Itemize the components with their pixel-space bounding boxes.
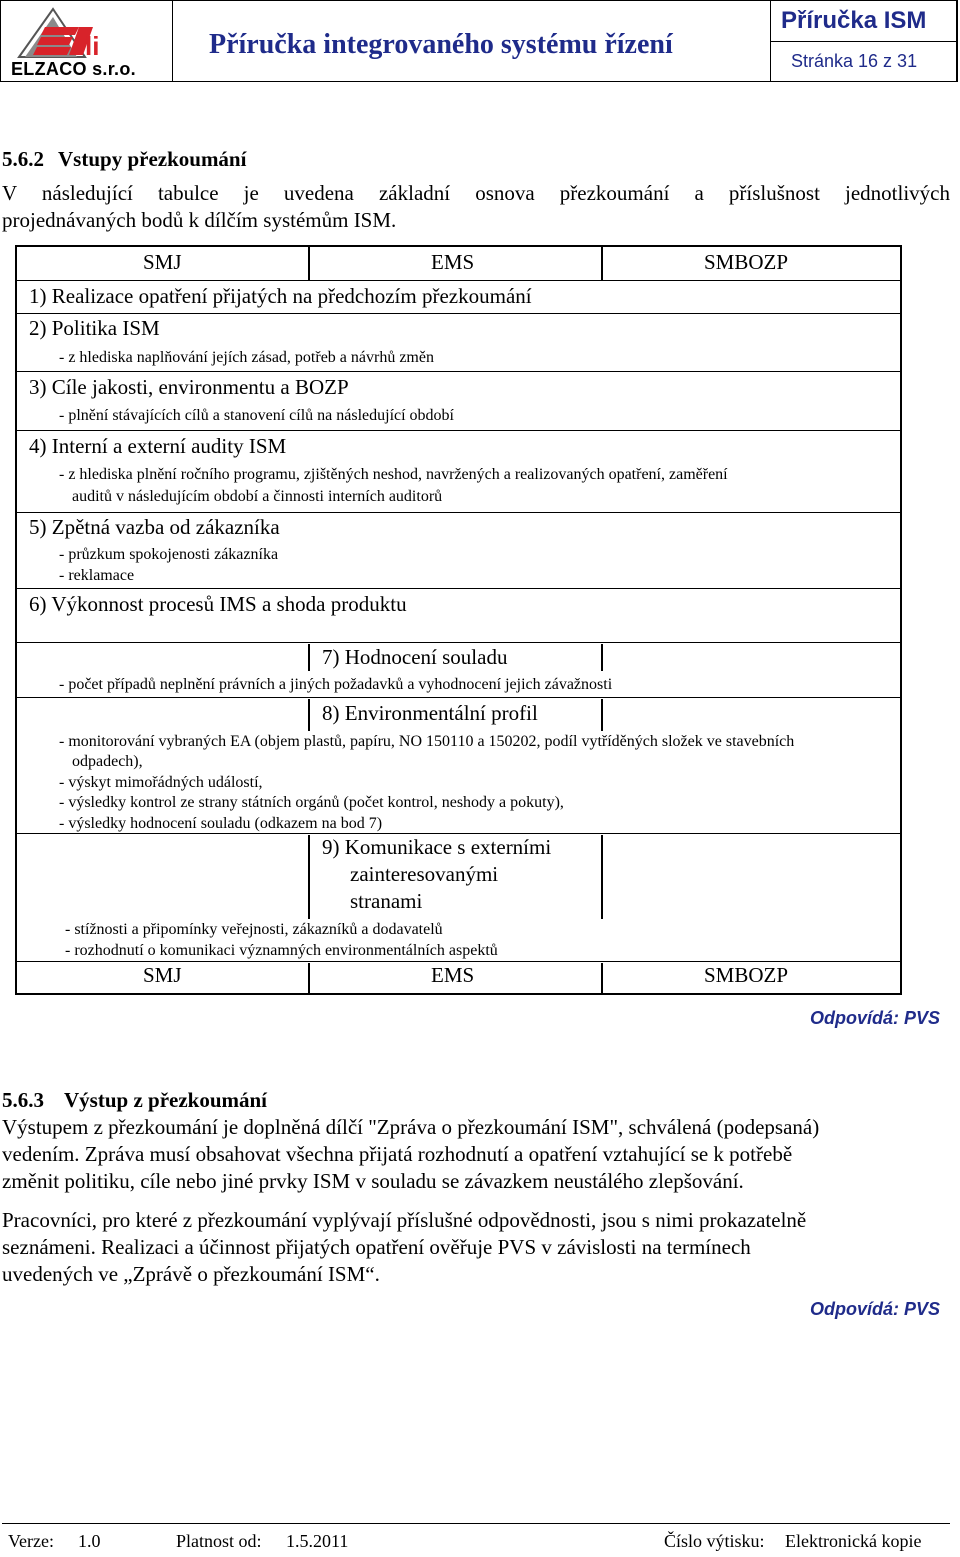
col-footer-smj: SMJ [143, 963, 182, 987]
item-5: 5) Zpětná vazba od zákazníka [29, 515, 280, 539]
company-name: ELZACO s.r.o. [11, 59, 136, 79]
item-9-line-1: 9) Komunikace s externími [322, 835, 552, 859]
heading-text: Výstup z přezkoumání [64, 1088, 268, 1112]
para1-line-1: Výstupem z přezkoumání je doplněná dílčí "Zpráva o přezkoumání ISM", schválená (podepsaná) [2, 1115, 820, 1139]
item-4-sub-1: - z hlediska plnění ročního programu, zjištěných neshod, navržených a realizovaných opatření, zaměření [59, 466, 728, 483]
row-divider [17, 512, 900, 513]
col-divider [601, 644, 603, 671]
footer-valid-label: Platnost od: [176, 1531, 262, 1551]
col-divider [308, 699, 310, 731]
footer-version: 1.0 [78, 1531, 101, 1551]
item-8-sub-5: - výsledky hodnocení souladu (odkazem na bod 7) [59, 815, 383, 832]
intro-line-2: projednávaných bodů k dílčím systémům ISM. [2, 208, 397, 232]
heading-number: 5.6.3 [2, 1088, 44, 1112]
item-5-sub-1: - průzkum spokojenosti zákazníka [59, 546, 279, 563]
para1-line-3: změnit politiku, cíle nebo jiné prvky ISM v souladu se závazkem neustálého zlepšování. [2, 1169, 744, 1193]
footer-copy: Elektronická kopie [785, 1531, 922, 1551]
divider [771, 41, 957, 42]
item-6: 6) Výkonnost procesů IMS a shoda produktu [29, 592, 407, 616]
col-header-ems: EMS [431, 250, 475, 274]
elzaco-logo [15, 5, 135, 61]
section-heading-563 [2, 1087, 267, 1114]
col-footer-ems: EMS [431, 963, 475, 987]
item-5-sub-2: - reklamace [59, 567, 135, 584]
col-divider [308, 835, 310, 919]
svg-text:li: li [85, 31, 100, 61]
item-8-sub-1: - monitorování vybraných EA (objem plastů, papíru, NO 150110 a 150202, podíl vytříděných složek ve stavebních [59, 733, 795, 750]
col-header-smbozp: SMBOZP [704, 250, 789, 274]
item-9-sub-1: - stížnosti a připomínky veřejnosti, zákazníků a dodavatelů [65, 921, 443, 938]
col-divider [601, 699, 603, 731]
row-divider [17, 642, 900, 643]
item-7-sub: - počet případů neplnění právních a jiných požadavků a vyhodnocení jejich závažnosti [59, 676, 613, 693]
col-divider [601, 247, 603, 280]
footer-version-label: Verze: [8, 1531, 54, 1551]
row-divider [17, 371, 900, 372]
footer-divider [2, 1523, 950, 1524]
item-9-line-2: zainteresovanými [350, 862, 499, 886]
row-divider [17, 280, 900, 281]
item-8-sub-4: - výsledky kontrol ze strany státních orgánů (počet kontrol, neshody a pokuty), [59, 794, 564, 811]
footer-copy-label: Číslo výtisku: [664, 1531, 765, 1551]
col-footer-smbozp: SMBOZP [704, 963, 789, 987]
item-2: 2) Politika ISM [29, 316, 160, 340]
para2-line-2: seznámeni. Realizaci a účinnost přijatých opatření ověřuje PVS v závislosti na termínech [2, 1235, 751, 1259]
page-header [0, 0, 958, 82]
intro-line-1: V následující tabulce je uvedena základní osnova přezkoumání a příslušnost jednotlivých [2, 181, 950, 205]
item-3-sub: - plnění stávajících cílů a stanovení cílů na následující období [59, 407, 454, 424]
col-divider [601, 963, 603, 993]
footer-valid: 1.5.2011 [286, 1531, 349, 1551]
col-divider [308, 644, 310, 671]
col-divider [601, 835, 603, 919]
row-divider [17, 430, 900, 431]
responsible-note-2: Odpovídá: PVS [810, 1299, 941, 1319]
logo-box [1, 1, 173, 81]
col-header-smj: SMJ [143, 250, 182, 274]
para2-line-3: uvedených ve „Zprávě o přezkoumání ISM“. [2, 1262, 380, 1286]
document-name: Příručka ISM [781, 7, 927, 34]
row-divider [17, 313, 900, 314]
item-2-sub: - z hlediska naplňování jejích zásad, potřeb a návrhů změn [59, 349, 434, 366]
header-title-cell [173, 1, 771, 81]
item-8: 8) Environmentální profil [322, 701, 538, 725]
col-divider [308, 963, 310, 993]
para2-line-1: Pracovníci, pro které z přezkoumání vyplývají příslušné odpovědnosti, jsou s nimi prokazatelně [2, 1208, 807, 1232]
header-right-cell [771, 1, 957, 81]
item-1: 1) Realizace opatření přijatých na předchozím přezkoumání [29, 284, 532, 308]
review-inputs-table [15, 245, 902, 995]
document-title: Příručka integrovaného systému řízení [209, 29, 673, 60]
col-divider [308, 247, 310, 280]
item-9-sub-2: - rozhodnutí o komunikaci významných environmentálních aspektů [65, 942, 498, 959]
section-heading-562 [2, 146, 246, 173]
item-3: 3) Cíle jakosti, environmentu a BOZP [29, 375, 349, 399]
responsible-note-1: Odpovídá: PVS [810, 1008, 941, 1028]
item-4: 4) Interní a externí audity ISM [29, 434, 287, 458]
item-8-sub-2: odpadech), [72, 753, 143, 770]
heading-text: Vstupy přezkoumání [58, 147, 247, 171]
heading-number: 5.6.2 [2, 147, 44, 171]
item-7: 7) Hodnocení souladu [322, 645, 508, 669]
row-divider [17, 961, 900, 962]
row-divider [17, 697, 900, 698]
item-9-line-3: stranami [350, 889, 423, 913]
row-divider [17, 833, 900, 834]
row-divider [17, 588, 900, 589]
page-number: Stránka 16 z 31 [791, 51, 918, 71]
item-8-sub-3: - výskyt mimořádných událostí, [59, 774, 263, 791]
para1-line-2: vedením. Zpráva musí obsahovat všechna přijatá rozhodnutí a opatření vztahující se k potřebě [2, 1142, 793, 1166]
item-4-sub-2: auditů v následujícím období a činnosti interních auditorů [72, 488, 443, 505]
